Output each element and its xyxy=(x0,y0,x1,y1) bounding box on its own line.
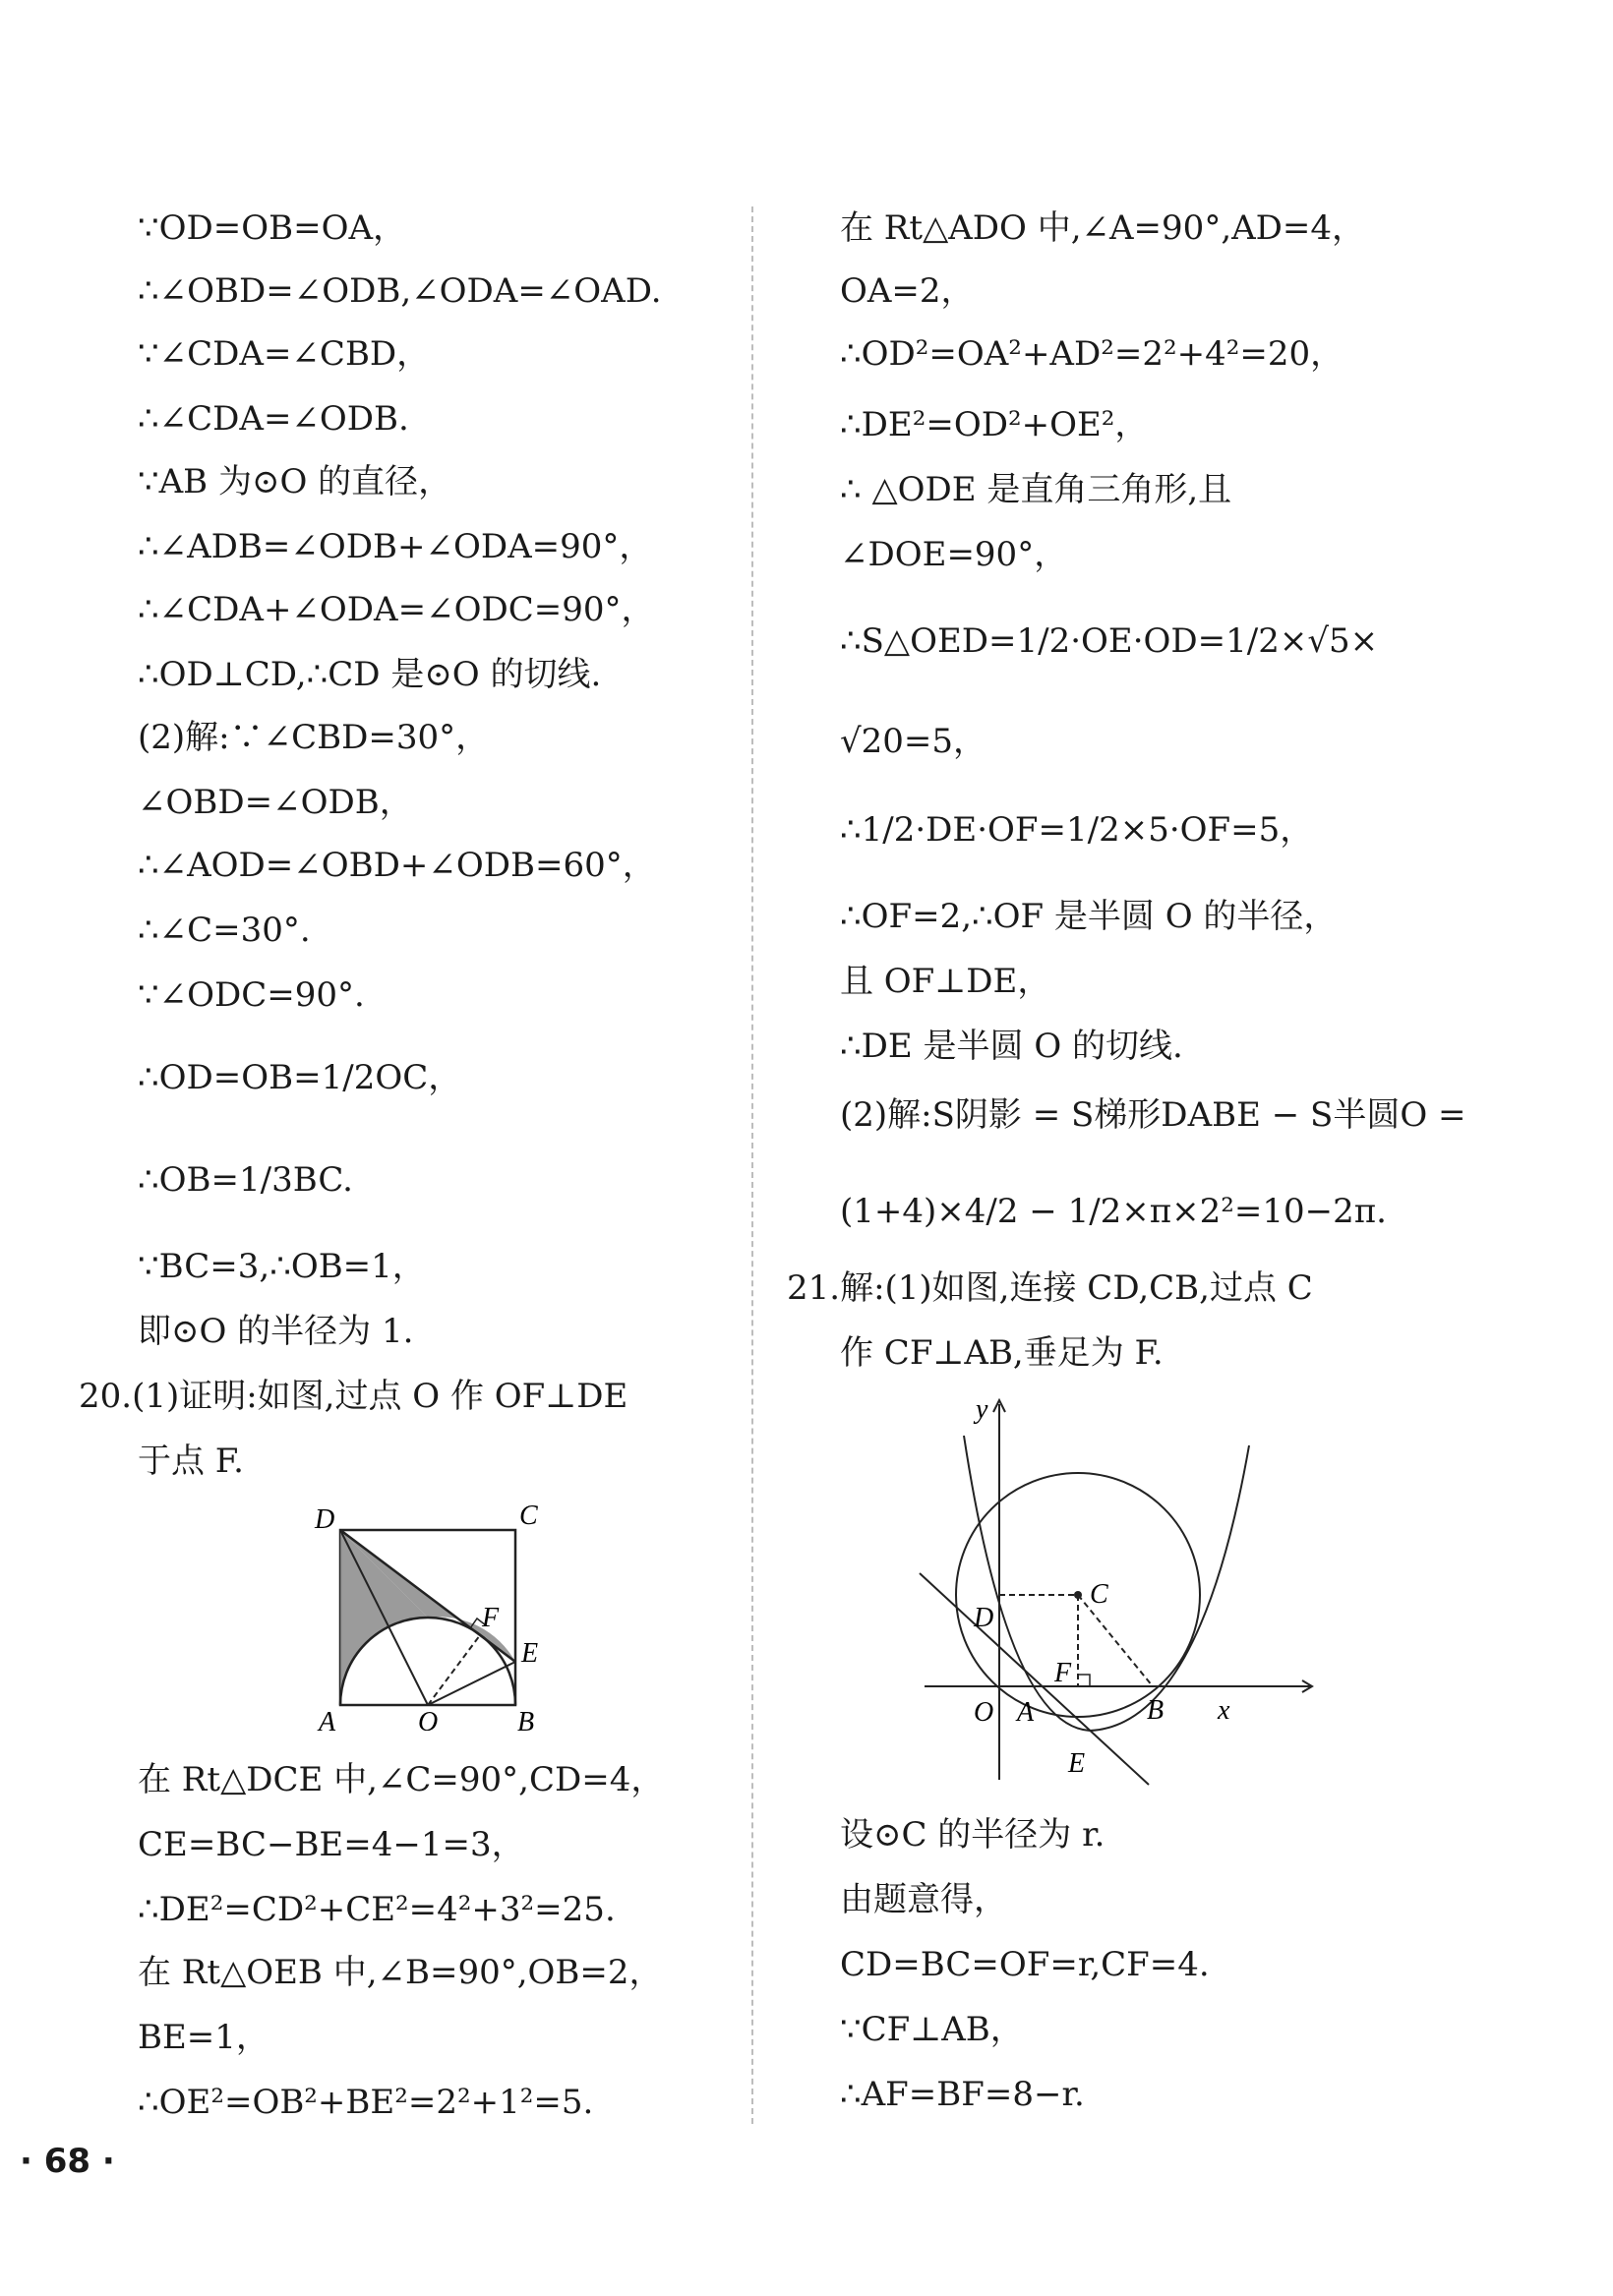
text-line: ∴∠ADB=∠ODB+∠ODA=90°， xyxy=(138,527,653,566)
text-line: ∵∠CDA=∠CBD， xyxy=(138,334,431,374)
text-line: ∴AF=BF=8−r. xyxy=(840,2075,1085,2114)
label-d: D xyxy=(315,1504,335,1535)
text-line: (2)解:S阴影 = S梯形DABE − S半圆O = xyxy=(840,1095,1466,1135)
text-line: ∴∠CDA+∠ODA=∠ODC=90°， xyxy=(138,590,655,629)
label-x: x xyxy=(1218,1695,1230,1726)
text-line: ∠OBD=∠ODB， xyxy=(138,783,413,822)
text-line: ∴OF=2,∴OF 是半圆 O 的半径， xyxy=(840,897,1338,936)
label-c: C xyxy=(1090,1579,1108,1610)
text-line: ∴OD=OB=1/2OC， xyxy=(138,1058,462,1097)
label-b: B xyxy=(1147,1695,1165,1726)
question-21-heading: 21.解:(1)如图,连接 CD,CB,过点 C xyxy=(787,1268,1313,1308)
column-divider xyxy=(751,206,753,2124)
text-line: ∵AB 为⊙O 的直径， xyxy=(138,462,452,501)
text-line: CE=BC−BE=4−1=3， xyxy=(138,1825,525,1864)
text-line: ∴ △ODE 是直角三角形,且 xyxy=(840,470,1232,509)
label-o: O xyxy=(974,1697,994,1728)
text-line: √20=5， xyxy=(840,722,987,761)
text-line: ∴OD²=OA²+AD²=2²+4²=20， xyxy=(840,334,1344,374)
text-line: OA=2， xyxy=(840,271,975,311)
label-y: y xyxy=(976,1394,988,1425)
segment-oe xyxy=(428,1662,515,1705)
text-line: 即⊙O 的半径为 1. xyxy=(138,1312,414,1351)
label-d: D xyxy=(974,1603,994,1633)
label-b: B xyxy=(517,1707,535,1731)
question-20-heading: 20.(1)证明:如图,过点 O 作 OF⊥DE xyxy=(79,1377,628,1416)
label-f: F xyxy=(1054,1658,1072,1688)
text-line: ∴∠OBD=∠ODB,∠ODA=∠OAD. xyxy=(138,271,662,311)
text-line: ∴OD⊥CD,∴CD 是⊙O 的切线. xyxy=(138,655,602,694)
label-c: C xyxy=(519,1501,538,1531)
text-line: ∠DOE=90°， xyxy=(840,535,1068,574)
label-a: A xyxy=(319,1707,336,1731)
text-line: ∴OE²=OB²+BE²=2²+1²=5. xyxy=(138,2083,594,2122)
text-line: 作 CF⊥AB,垂足为 F. xyxy=(840,1333,1164,1373)
text-line: 在 Rt△OEB 中,∠B=90°,OB=2， xyxy=(138,1953,663,1992)
text-line: ∵CF⊥AB， xyxy=(840,2010,1024,2049)
label-o: O xyxy=(418,1707,439,1731)
page-number: · 68 · xyxy=(20,2142,115,2181)
text-line: ∴∠CDA=∠ODB. xyxy=(138,399,409,439)
text-line: ∴1/2·DE·OF=1/2×5·OF=5， xyxy=(840,810,1314,850)
text-line: 在 Rt△DCE 中,∠C=90°,CD=4， xyxy=(138,1760,665,1799)
label-e: E xyxy=(1068,1748,1086,1779)
text-line: ∵BC=3,∴OB=1， xyxy=(138,1247,426,1286)
text-line: (1+4)×4/2 − 1/2×π×2²=10−2π. xyxy=(840,1192,1387,1231)
text-line: ∴DE 是半圆 O 的切线. xyxy=(840,1027,1183,1066)
figure-20-square-semicircle xyxy=(305,1495,561,1731)
text-line: ∵OD=OB=OA， xyxy=(138,208,407,248)
text-line: ∴∠C=30°. xyxy=(138,911,311,950)
text-line: ∴DE²=CD²+CE²=4²+3²=25. xyxy=(138,1890,616,1929)
text-line: ∴DE²=OD²+OE²， xyxy=(840,405,1149,444)
text-line: ∴OB=1/3BC. xyxy=(138,1160,353,1200)
text-line: 设⊙C 的半径为 r. xyxy=(840,1815,1105,1854)
text-line: CD=BC=OF=r,CF=4. xyxy=(840,1945,1210,1984)
text-line: 且 OF⊥DE， xyxy=(840,962,1051,1001)
figure-21-coordinate-circle xyxy=(905,1386,1318,1799)
right-angle-mark xyxy=(1078,1675,1090,1686)
text-line: 由题意得， xyxy=(840,1880,1007,1919)
text-line: 于点 F. xyxy=(138,1442,244,1481)
text-line: ∴∠AOD=∠OBD+∠ODB=60°， xyxy=(138,846,656,885)
text-line: ∵∠ODC=90°. xyxy=(138,975,365,1015)
text-line: 在 Rt△ADO 中,∠A=90°,AD=4， xyxy=(840,208,1366,248)
tangent-line xyxy=(920,1573,1149,1785)
label-a: A xyxy=(1017,1697,1035,1728)
label-f: F xyxy=(482,1603,500,1633)
text-line: ∴S△OED=1/2·OE·OD=1/2×√5× xyxy=(840,621,1379,661)
label-e: E xyxy=(521,1638,539,1669)
text-line: (2)解:∵∠CBD=30°， xyxy=(138,718,490,757)
text-line: BE=1， xyxy=(138,2018,269,2057)
center-dot xyxy=(1074,1591,1082,1599)
segment-of xyxy=(428,1635,480,1705)
